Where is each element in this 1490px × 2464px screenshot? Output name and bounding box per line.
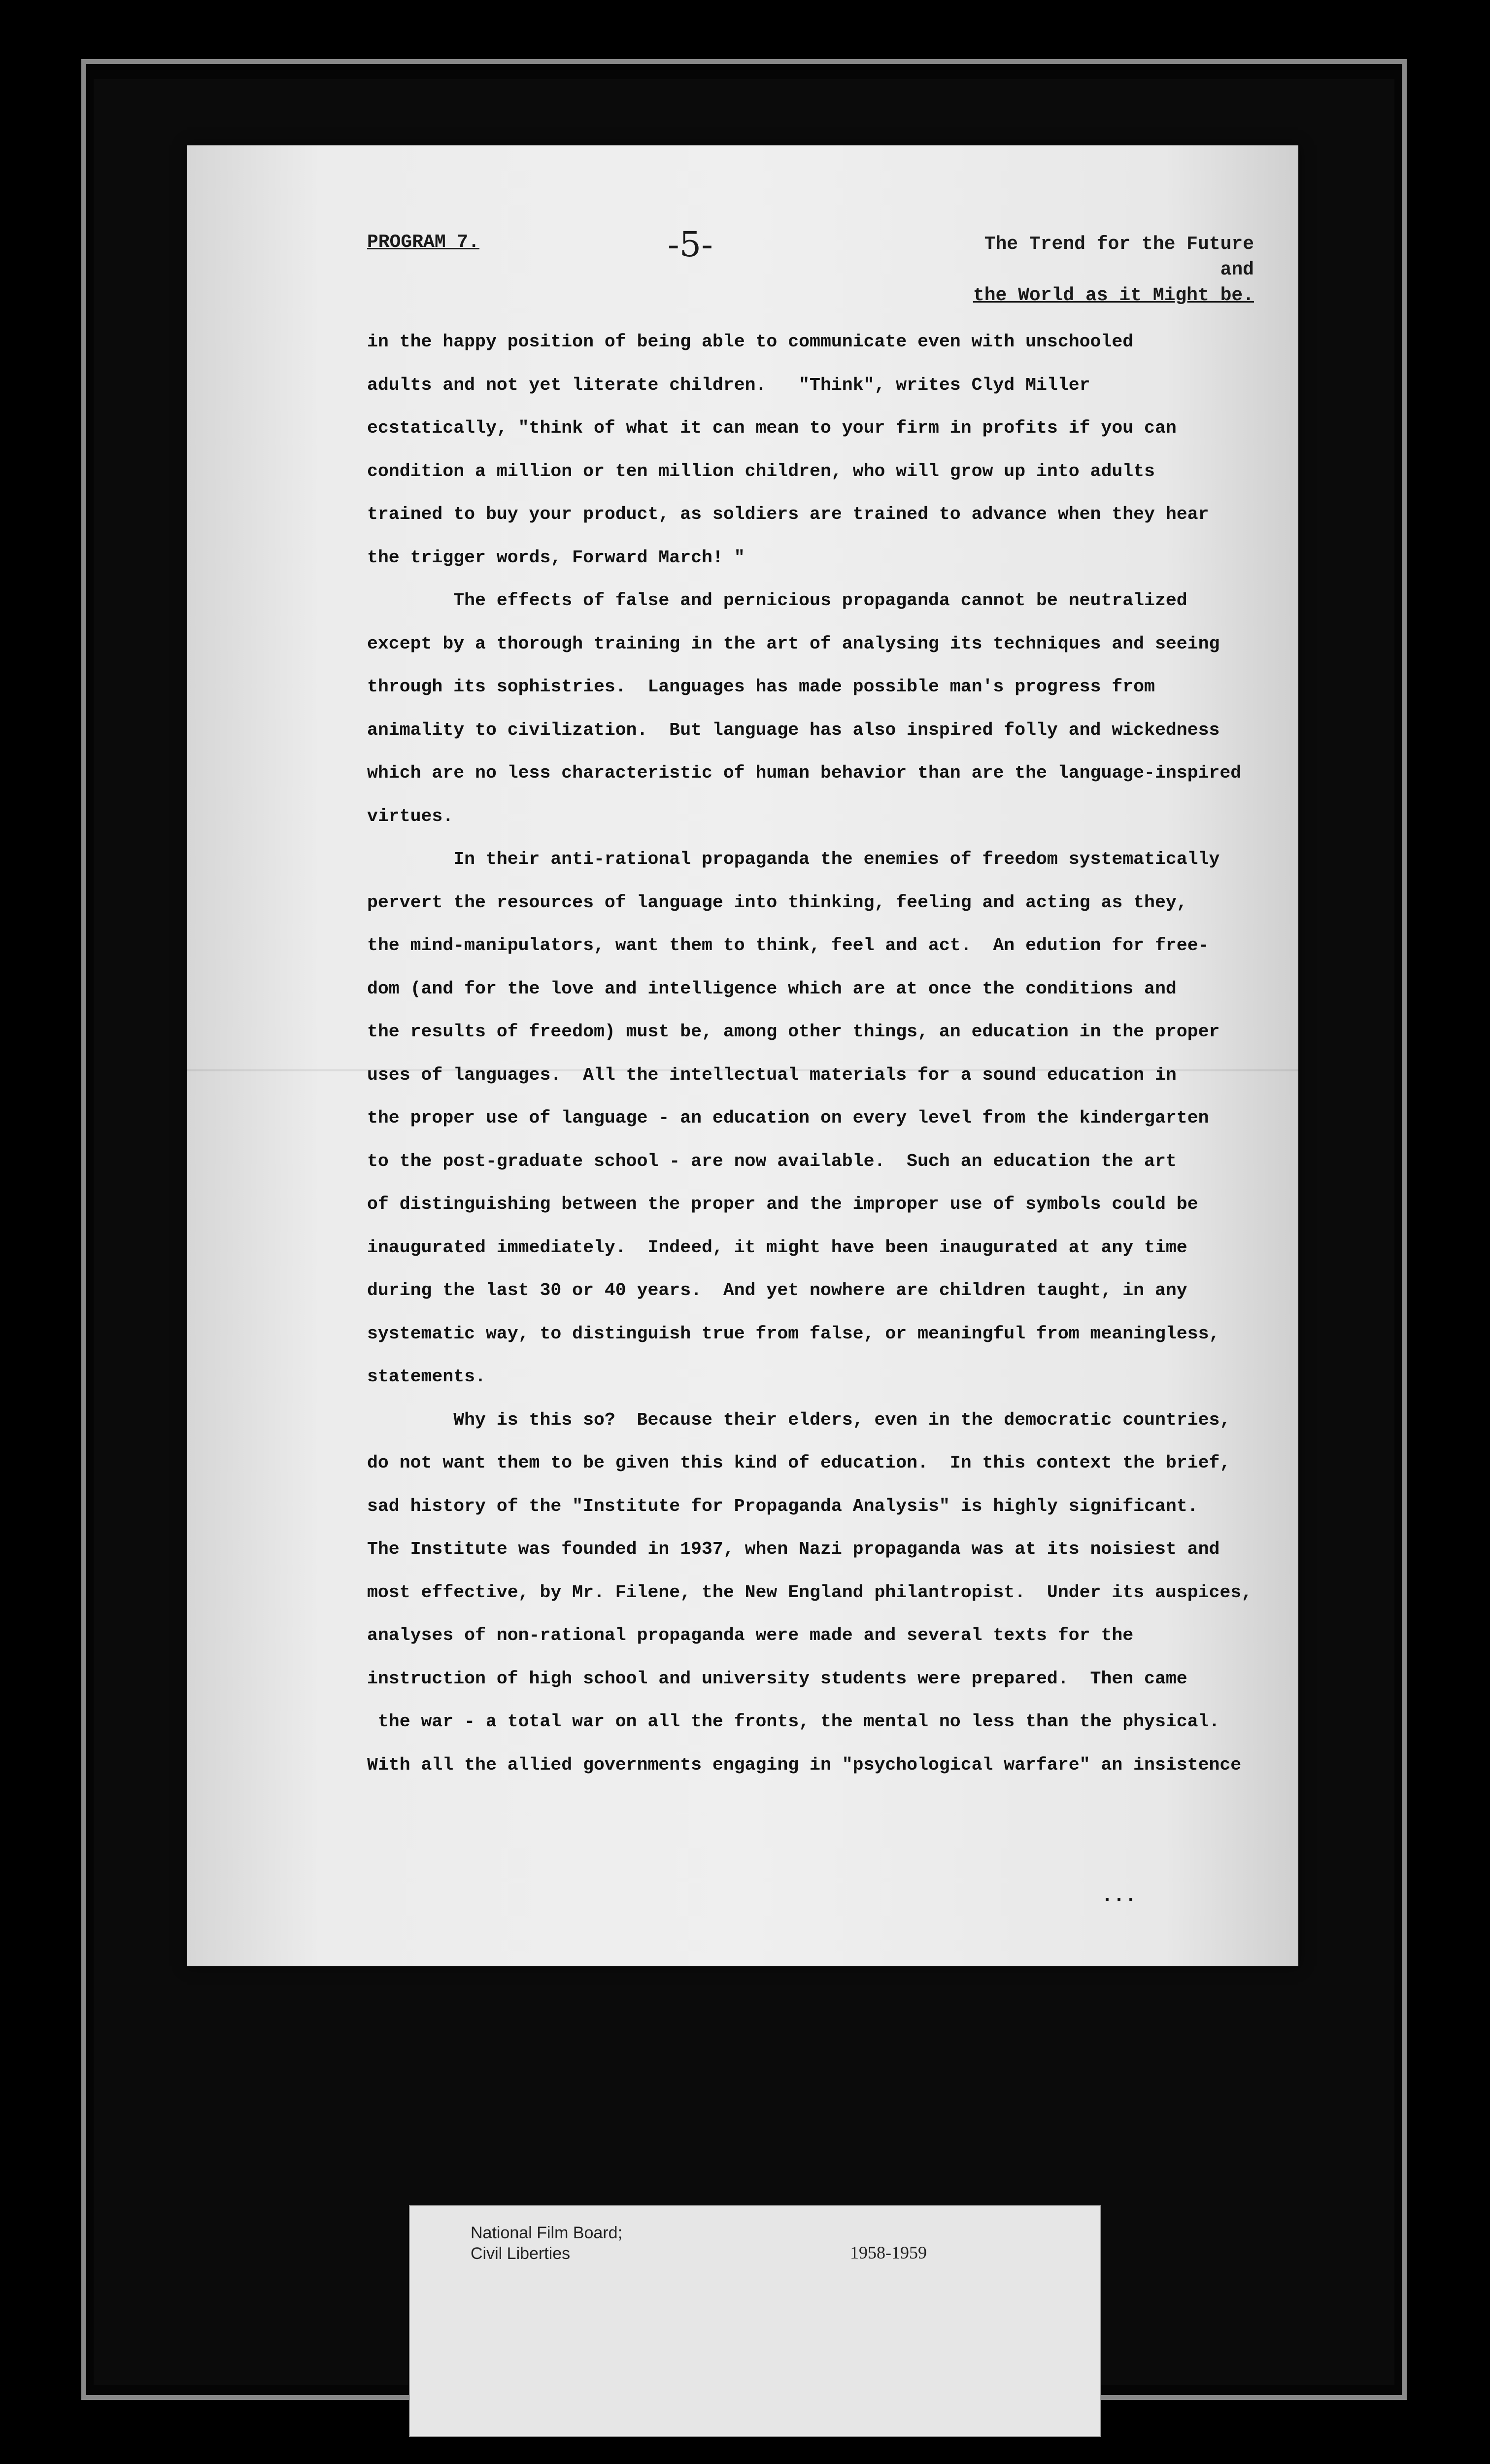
text-line: analyses of non-rational propaganda were made and several texts for the — [367, 1625, 1134, 1645]
text-line: In their anti-rational propaganda the enemies of freedom systematically — [367, 849, 1220, 869]
text-line: the war - a total war on all the fronts, the mental no less than the physical. — [367, 1711, 1220, 1732]
text-line: adults and not yet literate children. "Think", writes Clyd Miller — [367, 375, 1090, 395]
text-line: Why is this so? Because their elders, even in the democratic countries, — [367, 1409, 1231, 1430]
text-line: most effective, by Mr. Filene, the New England philantropist. Under its auspices, — [367, 1582, 1253, 1603]
program-title-line1: The Trend for the Future and — [984, 234, 1254, 280]
text-line: instruction of high school and university students were prepared. Then came — [367, 1668, 1187, 1689]
text-line: to the post-graduate school - are now available. Such an education the art — [367, 1151, 1177, 1171]
text-line: ecstatically, "think of what it can mean to your firm in profits if you can — [367, 418, 1177, 438]
text-line: uses of languages. All the intellectual materials for a sound education in — [367, 1064, 1177, 1085]
text-line: animality to civilization. But language has also inspired folly and wickedness — [367, 719, 1220, 740]
text-line: sad history of the "Institute for Propaganda Analysis" is highly significant. — [367, 1496, 1198, 1516]
text-line: virtues. — [367, 806, 454, 826]
text-line: through its sophistries. Languages has made possible man's progress from — [367, 677, 1155, 697]
text-line: trained to buy your product, as soldiers are trained to advance when they hear — [367, 504, 1209, 524]
program-heading: PROGRAM 7. — [367, 232, 480, 253]
text-line: in the happy position of being able to communicate even with unschooled — [367, 332, 1134, 352]
text-line: during the last 30 or 40 years. And yet nowhere are children taught, in any — [367, 1280, 1187, 1300]
text-line: With all the allied governments engaging in "psychological warfare" an insistence — [367, 1754, 1242, 1775]
text-line: do not want them to be given this kind of education. In this context the brief, — [367, 1453, 1231, 1473]
text-line: which are no less characteristic of human behavior than are the language-inspired — [367, 763, 1242, 783]
text-line: the results of freedom) must be, among other things, an education in the proper — [367, 1022, 1220, 1042]
text-line: The effects of false and pernicious propaganda cannot be neutralized — [367, 590, 1187, 611]
text-line: pervert the resources of language into thinking, feeling and acting as they, — [367, 892, 1187, 913]
text-line: of distinguishing between the proper and the improper use of symbols could be — [367, 1194, 1198, 1214]
archive-label-dates: 1958-1959 — [850, 2243, 927, 2262]
text-line: except by a thorough training in the art of analysing its techniques and seeing — [367, 633, 1220, 654]
text-line: the proper use of language - an education on every level from the kindergarten — [367, 1108, 1209, 1128]
archive-label-line1: National Film Board; — [471, 2224, 623, 2242]
text-line: statements. — [367, 1367, 486, 1387]
text-line: inaugurated immediately. Indeed, it might have been inaugurated at any time — [367, 1237, 1187, 1258]
text-line: condition a million or ten million children, who will grow up into adults — [367, 461, 1155, 481]
text-line: the mind-manipulators, want them to think, feel and act. An edution for free- — [367, 935, 1209, 956]
page-number: -5- — [668, 224, 713, 265]
program-title — [948, 232, 1254, 308]
document-body — [367, 320, 1264, 1786]
program-title-line2: the World as it Might be. — [973, 285, 1254, 306]
archive-label-line2: Civil Liberties — [471, 2244, 571, 2263]
text-line: The Institute was founded in 1937, when Nazi propaganda was at its noisiest and — [367, 1539, 1220, 1559]
archive-label-collection — [471, 2223, 622, 2264]
text-line: dom (and for the love and intelligence which are at once the conditions and — [367, 978, 1177, 999]
text-line: the trigger words, Forward March! " — [367, 547, 745, 568]
continuation-mark: ... — [1101, 1885, 1137, 1907]
text-line: systematic way, to distinguish true from false, or meaningful from meaningless, — [367, 1323, 1220, 1344]
